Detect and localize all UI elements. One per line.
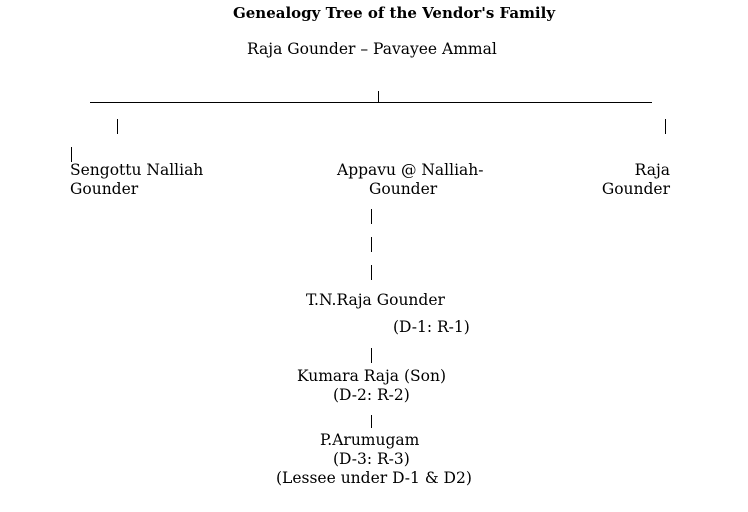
arumugam-name: P.Arumugam — [320, 431, 420, 449]
descent-line-1 — [371, 209, 372, 224]
tn-raja-gounder-ref: (D-1: R-1) — [393, 318, 470, 336]
child-right-name-line2: Gounder — [601, 180, 670, 198]
child-middle-name-line1: Appavu @ Nalliah- — [337, 161, 484, 179]
child-left-name-line2: Gounder — [70, 180, 139, 198]
root-drop-line — [378, 91, 379, 103]
child-right-name-line1: Raja — [634, 161, 670, 179]
descent-line-3 — [371, 265, 372, 280]
sibling-connector-line — [90, 102, 652, 103]
kumara-raja-name: Kumara Raja (Son) — [297, 367, 447, 385]
left-child-line — [71, 147, 72, 162]
child-middle-name-line2: Gounder — [369, 180, 438, 198]
tn-raja-gounder-name: T.N.Raja Gounder — [306, 291, 445, 309]
arumugam-note: (Lessee under D-1 & D2) — [276, 469, 472, 487]
descent-line-4 — [371, 348, 372, 363]
right-branch-line — [665, 119, 666, 134]
descent-line-5 — [371, 415, 372, 428]
child-left-name-line1: Sengottu Nalliah — [70, 161, 204, 179]
descent-line-2 — [371, 237, 372, 252]
page-title: Genealogy Tree of the Vendor's Family — [232, 4, 556, 22]
arumugam-ref: (D-3: R-3) — [333, 450, 410, 468]
left-branch-line — [117, 119, 118, 134]
root-couple-label: Raja Gounder – Pavayee Ammal — [247, 40, 497, 58]
kumara-raja-ref: (D-2: R-2) — [333, 386, 410, 404]
